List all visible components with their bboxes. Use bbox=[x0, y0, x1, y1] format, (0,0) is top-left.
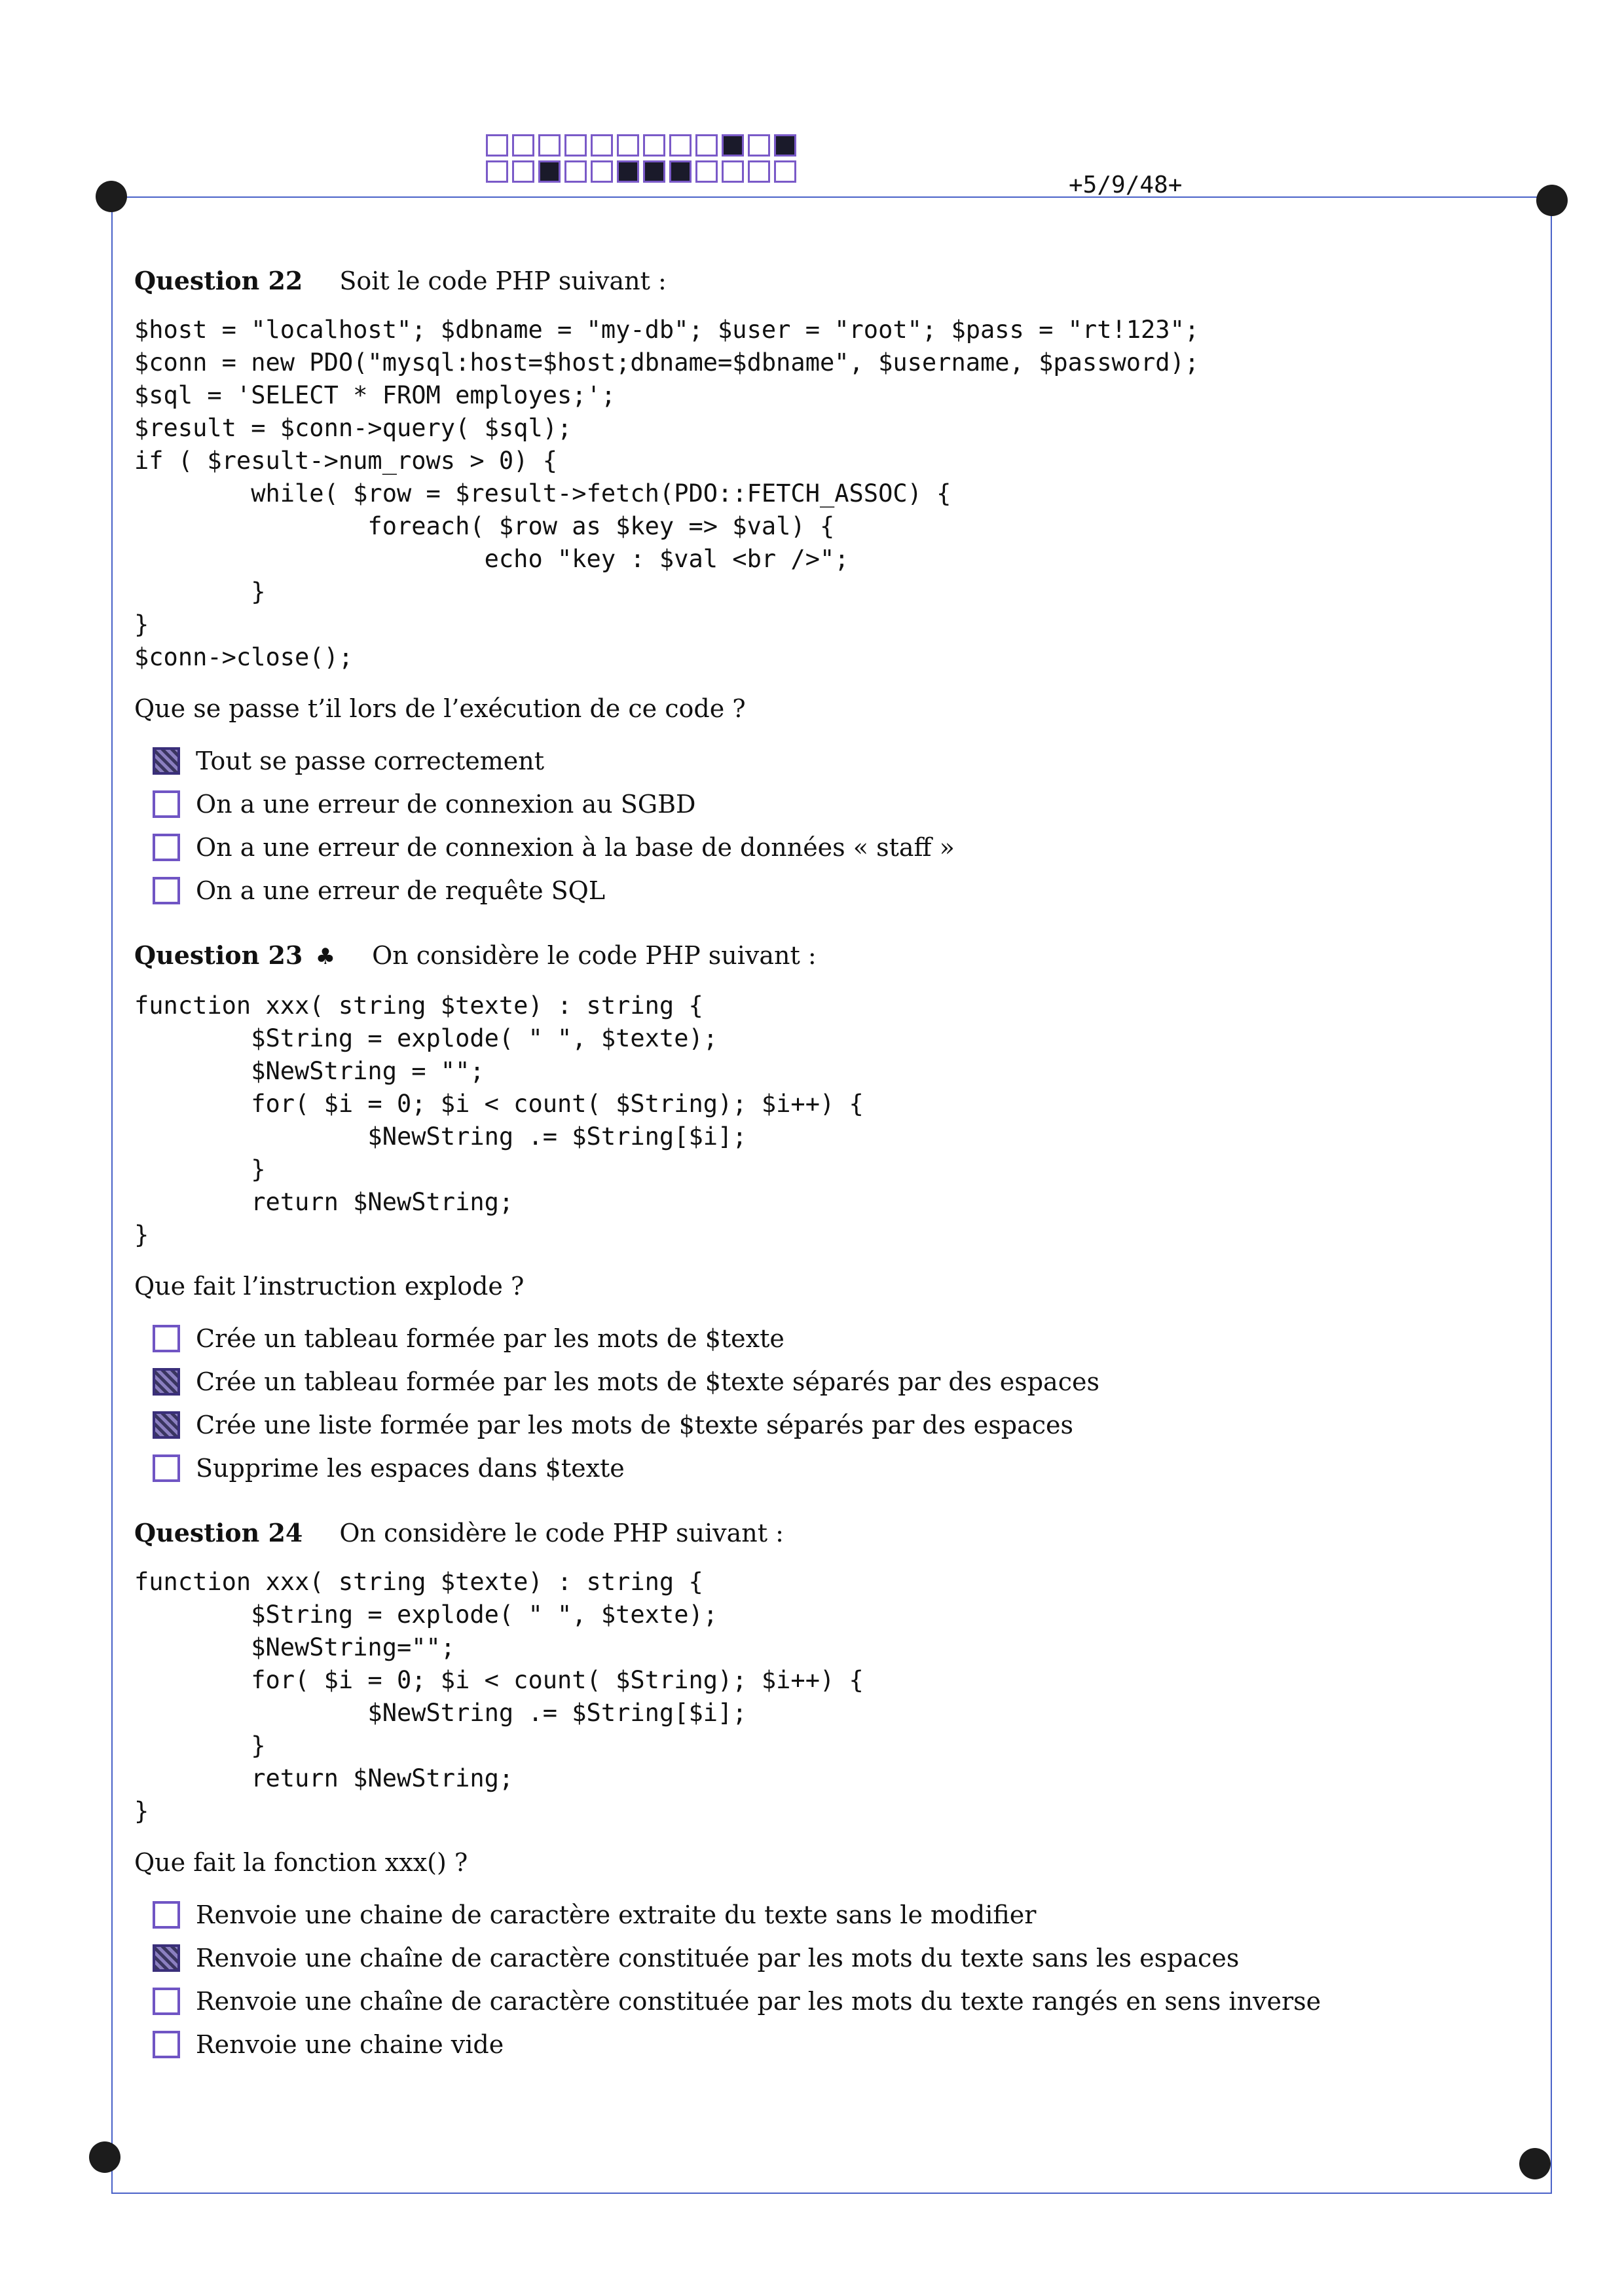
id-cell bbox=[512, 134, 534, 157]
id-cell bbox=[774, 134, 796, 157]
id-cell bbox=[722, 160, 744, 183]
id-cell bbox=[669, 160, 692, 183]
question-24 bbox=[134, 1517, 1509, 2066]
question-prompt: Que fait l’instruction explode ? bbox=[134, 1272, 525, 1301]
answer-option[interactable] bbox=[153, 1893, 1509, 1936]
id-cell bbox=[512, 160, 534, 183]
id-cell bbox=[669, 134, 692, 157]
answer-label: Renvoie une chaîne de caractère constituée par les mots du texte sans les espaces bbox=[196, 1944, 1240, 1972]
id-cell bbox=[486, 160, 508, 183]
id-cell bbox=[538, 160, 561, 183]
answer-label: Crée un tableau formée par les mots de $texte séparés par des espaces bbox=[196, 1367, 1099, 1396]
php-code-block: function xxx( string $texte) : string { $String = explode( " ", $texte); $NewString=""; for( $i = 0; $i < count( $String); $i++) { $NewString .= $String[$i]; } return $NewString; } bbox=[134, 1568, 864, 1825]
php-code-block: function xxx( string $texte) : string { $String = explode( " ", $texte); $NewString = ""; for( $i = 0; $i < count( $String); $i++) { $NewString .= $String[$i]; } return $NewString; } bbox=[134, 991, 864, 1249]
answer-label: Renvoie une chaine de caractère extraite du texte sans le modifier bbox=[196, 1900, 1037, 1929]
answer-checkbox[interactable] bbox=[153, 834, 180, 861]
question-23 bbox=[134, 940, 1509, 1490]
id-cell bbox=[695, 134, 718, 157]
answer-checkbox[interactable] bbox=[153, 1325, 180, 1352]
answer-checkbox[interactable] bbox=[153, 1944, 180, 1972]
answer-option[interactable] bbox=[153, 1447, 1509, 1490]
question-header bbox=[134, 1517, 1509, 1549]
answer-label: Tout se passe correctement bbox=[196, 747, 544, 775]
answer-option[interactable] bbox=[153, 1936, 1509, 1980]
question-22 bbox=[134, 265, 1509, 912]
id-cell bbox=[538, 134, 561, 157]
question-prompt: Que se passe t’il lors de l’exécution de ce code ? bbox=[134, 694, 746, 723]
answer-option[interactable] bbox=[153, 869, 1509, 912]
question-number: Question 23 ♣ bbox=[134, 940, 336, 970]
id-code-row-2 bbox=[486, 160, 800, 183]
id-cell bbox=[643, 134, 665, 157]
answer-list bbox=[153, 1317, 1509, 1490]
question-header bbox=[134, 265, 1509, 297]
id-cell bbox=[564, 160, 587, 183]
corner-marker-top-right bbox=[1536, 185, 1568, 216]
id-cell bbox=[748, 160, 770, 183]
page-id-code bbox=[486, 134, 800, 187]
corner-marker-bottom-right bbox=[1519, 2148, 1551, 2179]
answer-label: Renvoie une chaîne de caractère constituée par les mots du texte rangés en sens inverse bbox=[196, 1987, 1321, 2016]
answer-list bbox=[153, 1893, 1509, 2066]
id-cell bbox=[591, 160, 613, 183]
answer-label: Supprime les espaces dans $texte bbox=[196, 1454, 625, 1483]
id-cell bbox=[486, 134, 508, 157]
questions-content bbox=[134, 259, 1509, 2094]
php-code-block: $host = "localhost"; $dbname = "my-db"; $user = "root"; $pass = "rt!123"; $conn = new PDO("mysql:host=$host;dbname=$dbname", $username, $password); $sql = 'SELECT * FROM employes;'; $result = $conn->query( $sql); if ( $result->num_rows > 0) { while( $row = $result->fetch(PDO::FETCH_ASSOC) { foreach( $row as $key => $val) { echo "key : $val <br />"; } } $conn->close(); bbox=[134, 316, 1200, 671]
answer-label: On a une erreur de connexion à la base de données « staff » bbox=[196, 833, 955, 862]
answer-checkbox[interactable] bbox=[153, 790, 180, 818]
answer-label: Crée un tableau formée par les mots de $texte bbox=[196, 1324, 784, 1353]
id-cell bbox=[774, 160, 796, 183]
answer-label: On a une erreur de requête SQL bbox=[196, 876, 606, 905]
answer-checkbox[interactable] bbox=[153, 877, 180, 904]
id-cell bbox=[617, 134, 639, 157]
answer-checkbox[interactable] bbox=[153, 747, 180, 775]
answer-checkbox[interactable] bbox=[153, 1411, 180, 1439]
id-cell bbox=[617, 160, 639, 183]
page-number: +5/9/48+ bbox=[1069, 172, 1183, 198]
answer-option[interactable] bbox=[153, 2023, 1509, 2066]
answer-option[interactable] bbox=[153, 1403, 1509, 1447]
answer-checkbox[interactable] bbox=[153, 1988, 180, 2015]
answer-list bbox=[153, 739, 1509, 912]
answer-option[interactable] bbox=[153, 1980, 1509, 2023]
question-number: Question 22 bbox=[134, 266, 303, 295]
question-prompt: Que fait la fonction xxx() ? bbox=[134, 1848, 468, 1877]
answer-label: Renvoie une chaine vide bbox=[196, 2030, 504, 2059]
question-header bbox=[134, 940, 1509, 972]
corner-marker-top-left bbox=[96, 181, 127, 212]
answer-label: On a une erreur de connexion au SGBD bbox=[196, 790, 696, 819]
question-intro: On considère le code PHP suivant : bbox=[372, 941, 817, 970]
answer-label: Crée une liste formée par les mots de $texte séparés par des espaces bbox=[196, 1411, 1074, 1439]
id-code-row-1 bbox=[486, 134, 800, 157]
id-cell bbox=[722, 134, 744, 157]
answer-option[interactable] bbox=[153, 783, 1509, 826]
answer-checkbox[interactable] bbox=[153, 1901, 180, 1929]
question-intro: On considère le code PHP suivant : bbox=[339, 1519, 784, 1547]
answer-option[interactable] bbox=[153, 826, 1509, 869]
id-cell bbox=[748, 134, 770, 157]
answer-checkbox[interactable] bbox=[153, 1368, 180, 1396]
answer-checkbox[interactable] bbox=[153, 2031, 180, 2058]
id-cell bbox=[591, 134, 613, 157]
answer-option[interactable] bbox=[153, 1360, 1509, 1403]
id-cell bbox=[695, 160, 718, 183]
id-cell bbox=[643, 160, 665, 183]
answer-option[interactable] bbox=[153, 739, 1509, 783]
corner-marker-bottom-left bbox=[89, 2141, 120, 2173]
id-cell bbox=[564, 134, 587, 157]
answer-option[interactable] bbox=[153, 1317, 1509, 1360]
question-intro: Soit le code PHP suivant : bbox=[339, 267, 667, 295]
question-number: Question 24 bbox=[134, 1518, 303, 1547]
answer-checkbox[interactable] bbox=[153, 1454, 180, 1482]
club-icon: ♣ bbox=[315, 944, 336, 970]
